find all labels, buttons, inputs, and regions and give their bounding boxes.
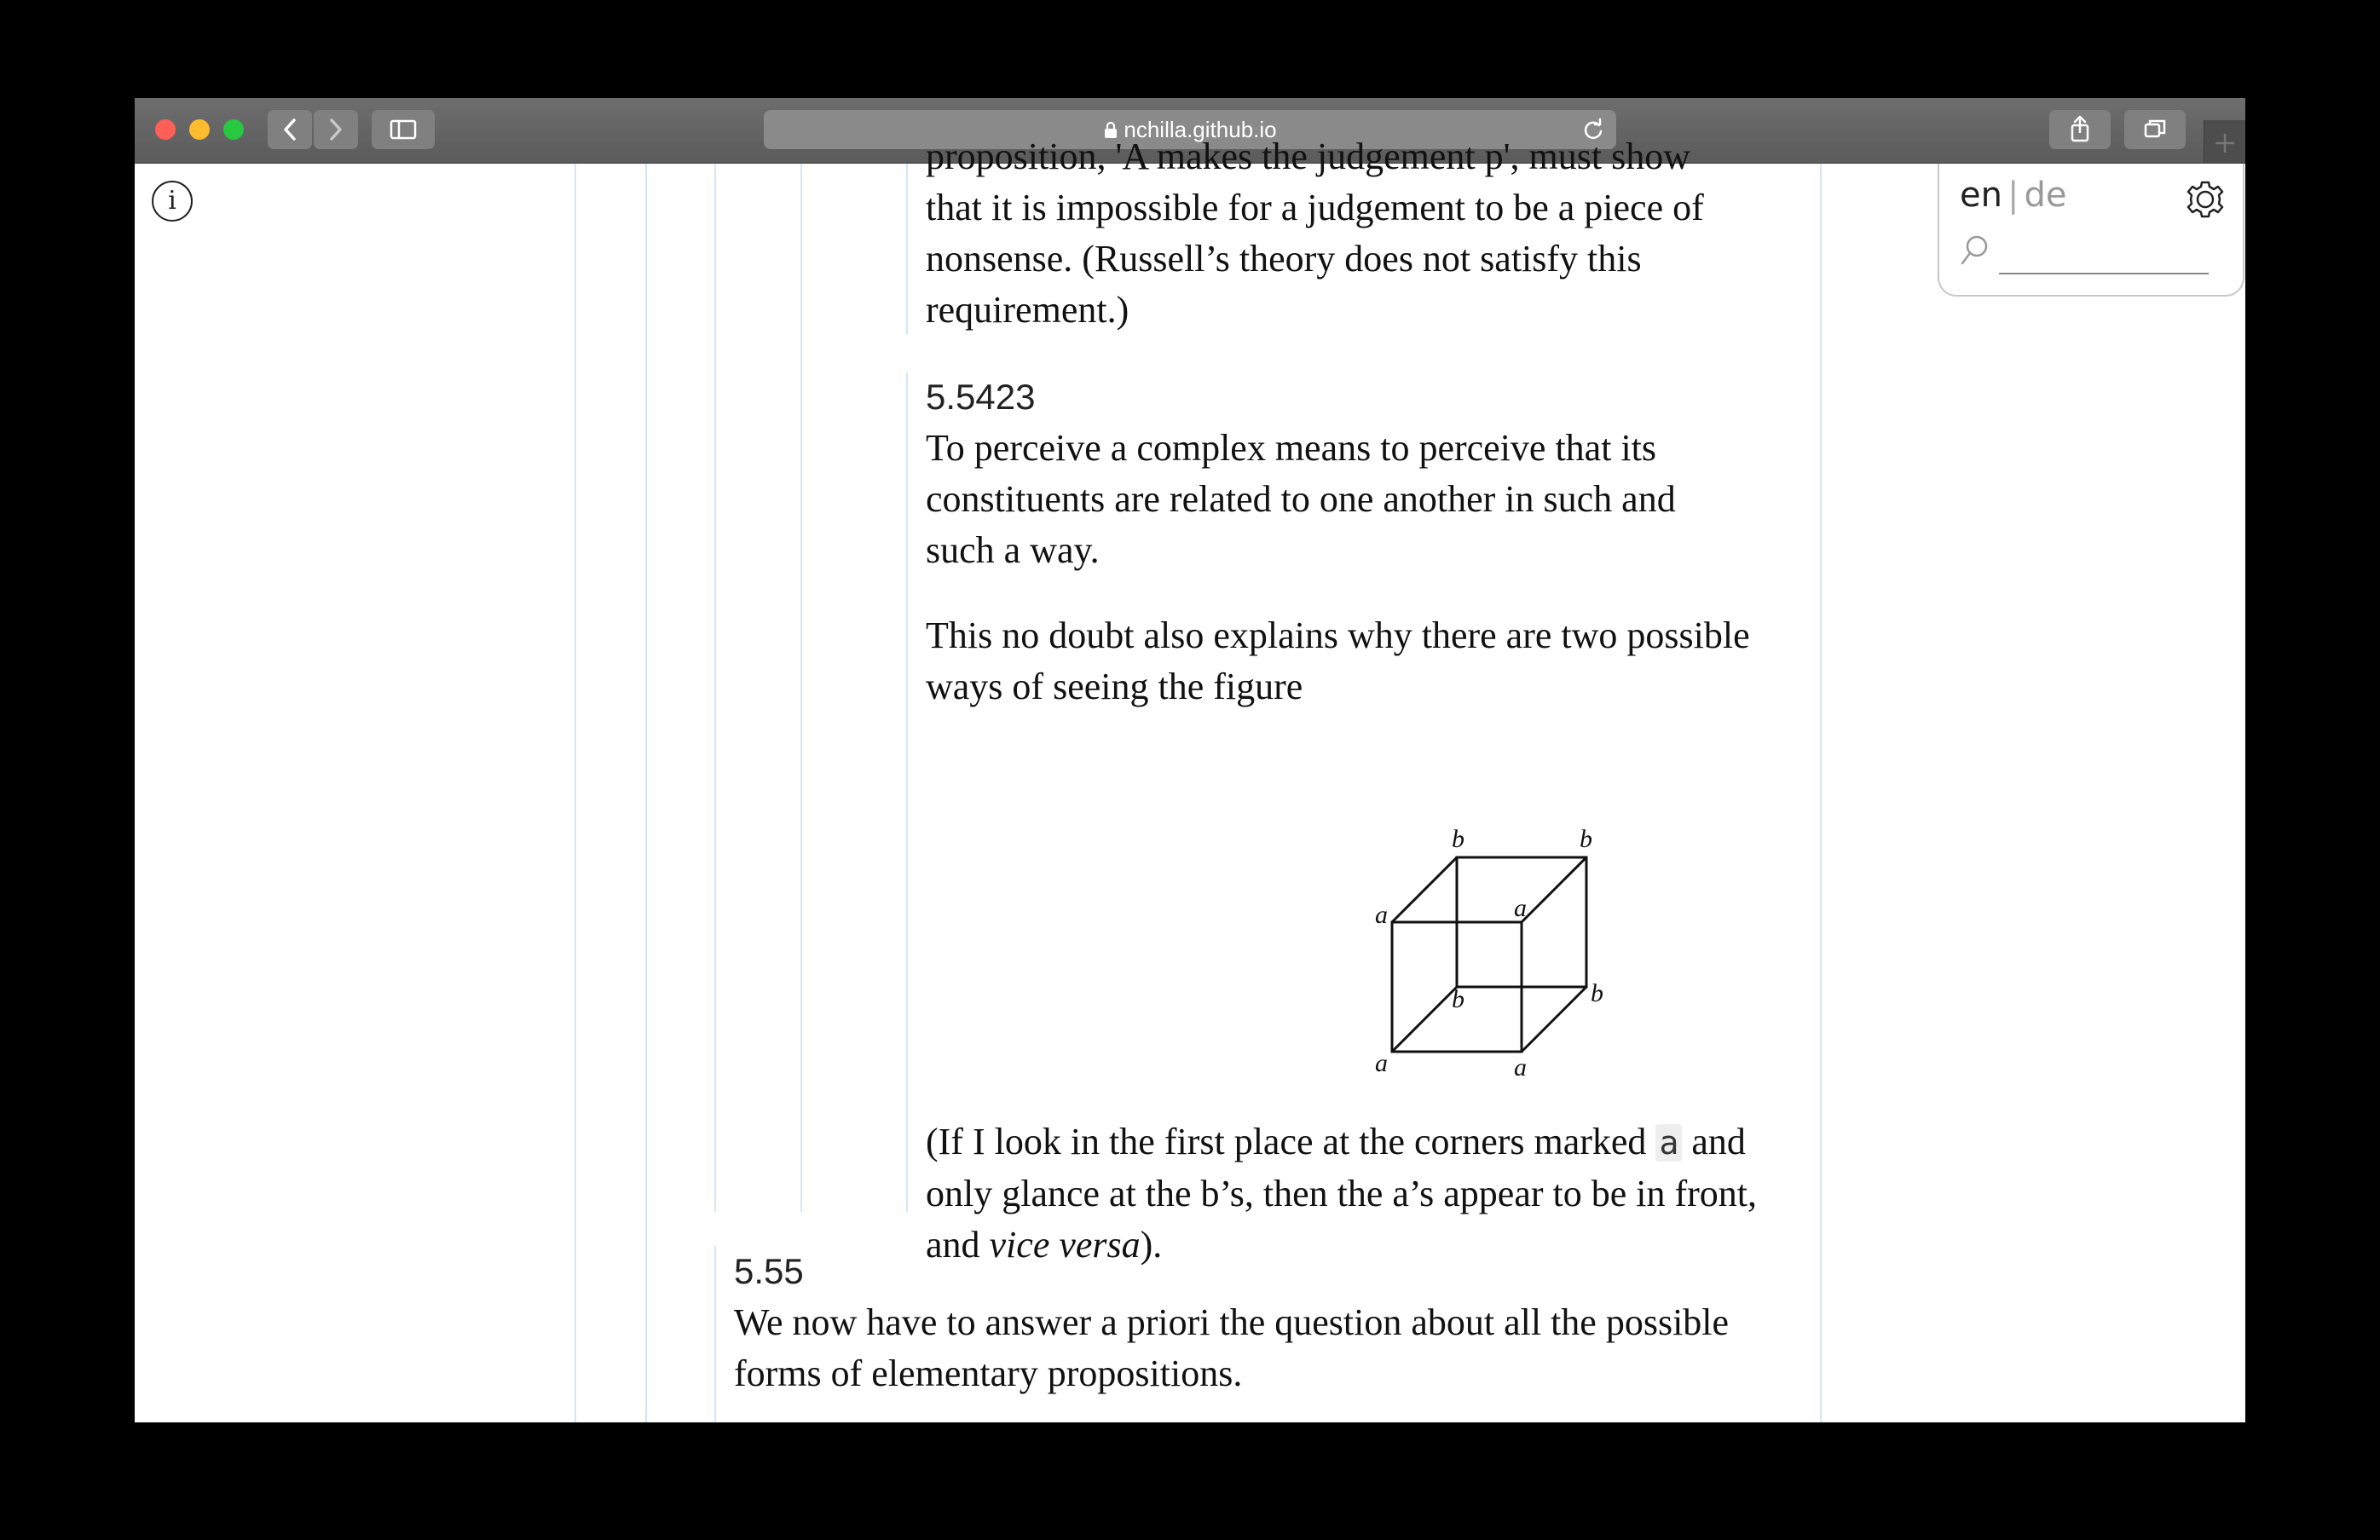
- cut-line: proposition, 'A makes the judgement p', must show: [926, 136, 1691, 177]
- search-icon: [1958, 234, 1992, 271]
- text-line: that it is impossible for a judgement to be a piece of: [926, 187, 1704, 228]
- indent-guide: [800, 164, 802, 1212]
- forward-button[interactable]: [314, 110, 358, 149]
- zoom-window-button[interactable]: [223, 119, 244, 140]
- indent-guide: [906, 164, 908, 334]
- cube-label: b: [1452, 985, 1464, 1013]
- text-line: ways of seeing the figure: [926, 666, 1303, 707]
- chevron-right-icon: [314, 110, 358, 149]
- tabs-overview-button[interactable]: [2124, 110, 2186, 149]
- proposition-5-55: [734, 1246, 1808, 1399]
- share-icon: [2049, 110, 2111, 149]
- proposition-5-5423: [926, 372, 1846, 712]
- text-line: This no doubt also explains why there are two possible: [926, 614, 1750, 656]
- paragraph-continued: [926, 131, 1829, 336]
- text-line: constituents are related to one another in such and: [926, 478, 1676, 520]
- paragraph: [926, 610, 1846, 712]
- cube-label: b: [1452, 825, 1464, 853]
- text-line: forms of elementary propositions.: [734, 1353, 1243, 1394]
- new-tab-button[interactable]: [2204, 120, 2245, 163]
- text-line: requirement.): [926, 289, 1129, 331]
- info-icon: i: [168, 186, 176, 216]
- gear-icon[interactable]: [2180, 174, 2231, 225]
- sidebar-toggle-button[interactable]: [372, 110, 435, 149]
- text-line: only glance at the b’s, then the a’s appear to be in front,: [926, 1173, 1758, 1214]
- proposition-number[interactable]: 5.5423: [926, 377, 1036, 417]
- back-button[interactable]: [268, 110, 312, 149]
- inline-code: a: [1655, 1124, 1682, 1162]
- cube-label: b: [1591, 979, 1603, 1007]
- browser-window: [135, 98, 2245, 1422]
- url-text: nchilla.github.io: [1124, 117, 1277, 142]
- text-line: To perceive a complex means to perceive that its: [926, 427, 1657, 469]
- indent-guide: [714, 1246, 716, 1422]
- tabs-icon: [2124, 110, 2186, 149]
- share-button[interactable]: [2049, 110, 2111, 149]
- cube-label: a: [1514, 1053, 1527, 1081]
- indent-guide: [645, 164, 647, 1422]
- necker-cube-figure: [1362, 824, 1618, 1088]
- indent-guide: [714, 164, 716, 1212]
- language-switcher: [1960, 176, 2066, 215]
- plus-icon: [2204, 120, 2245, 163]
- minimize-window-button[interactable]: [189, 119, 210, 140]
- lang-de-link[interactable]: de: [2024, 176, 2067, 215]
- indent-guide: [906, 372, 908, 1212]
- text-line: such a way.: [926, 529, 1100, 571]
- text-line: and vice versa).: [926, 1224, 1163, 1266]
- cube-label: a: [1375, 901, 1388, 929]
- paragraph: [926, 423, 1846, 576]
- info-button[interactable]: [152, 181, 193, 222]
- text-line: nonsense. (Russell’s theory does not satisfy this: [926, 238, 1642, 280]
- lang-en-link[interactable]: en: [1960, 176, 2002, 215]
- search-input[interactable]: [1999, 273, 2209, 274]
- page-content: [135, 136, 2245, 1422]
- cube-label: b: [1580, 825, 1592, 853]
- lang-separator: |: [2007, 176, 2019, 215]
- close-window-button[interactable]: [155, 119, 176, 140]
- proposition-number[interactable]: 5.55: [734, 1251, 804, 1291]
- cube-label: a: [1514, 894, 1527, 922]
- cube-label: a: [1375, 1049, 1388, 1077]
- chevron-left-icon: [268, 110, 312, 149]
- paragraph: [734, 1297, 1808, 1399]
- text-line: We now have to answer a priori the question about all the possible: [734, 1301, 1730, 1343]
- language-search-panel: [1938, 164, 2244, 297]
- text-line: (If I look in the first place at the corners marked a and: [926, 1121, 1746, 1162]
- sidebar-icon: [372, 110, 435, 149]
- indent-guide: [575, 164, 576, 1422]
